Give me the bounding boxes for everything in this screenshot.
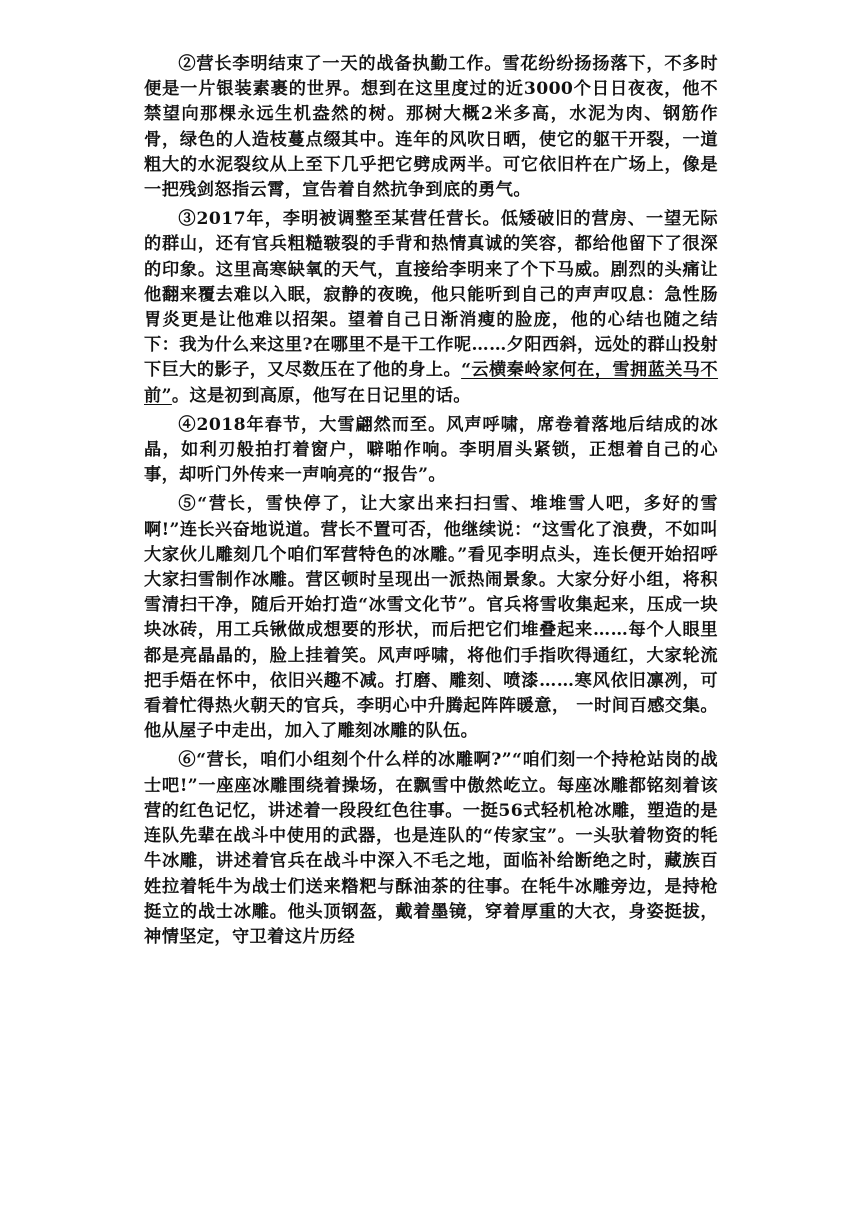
paragraph-6-text: ⑥“营长，咱们小组刻个什么样的冰雕啊?”“咱们刻一个持枪站岗的战士吧!”一座座冰雕围绕着操场，在飘雪中傲然屹立。每座冰雕都铭刻着该营的红色记忆，讲述着一段段红色往事。一挺56式轻机枪冰雕，塑造的是连队先辈在战斗中使用的武器，也是连队的“传家宝”。一头驮着物资的牦牛冰雕，讲述着官兵在战斗中深入不毛之地，面临补给断绝之时，藏族百姓拉着牦牛为战士们送来糌粑与酥油茶的往事。在牦牛冰雕旁边，是持枪挺立的战士冰雕。他头顶钢盔，戴着墨镜，穿着厚重的大衣，身姿挺拔，神情坚定，守卫着这片历经: [144, 750, 718, 947]
paragraph-4: [144, 413, 718, 489]
paragraph-5-text: ⑤“营长，雪快停了，让大家出来扫扫雪、堆堆雪人吧，多好的雪啊!”连长兴奋地说道。营长不置可否，他继续说：“这雪化了浪费，不如叫大家伙儿雕刻几个咱们军营特色的冰雕。”看见李明点头，连长便开始招呼大家扫雪制作冰雕。营区顿时呈现出一派热闹景象。大家分好小组，将积雪清扫干净，随后开始打造“冰雪文化节”。官兵将雪收集起来，压成一块块冰砖，用工兵锹做成想要的形状，而后把它们堆叠起来……每个人眼里都是亮晶晶的，脸上挂着笑。风声呼啸，将他们手指吹得通红，大家轮流把手焐在怀中，依旧兴趣不减。打磨、雕刻、喷漆……寒风依旧凛冽，可看着忙得热火朝天的官兵，李明心中升腾起阵阵暖意， 一时间百感交集。他从屋子中走出，加入了雕刻冰雕的队伍。: [144, 494, 718, 742]
paragraph-3-text-b: 。这是初到高原，他写在日记里的话。: [171, 385, 471, 406]
article-body: [144, 52, 718, 954]
paragraph-5: [144, 492, 718, 744]
paragraph-4-text: ④2018年春节，大雪翩然而至。风声呼啸，席卷着落地后结成的冰晶，如利刃般拍打着窗户，噼啪作响。李明眉头紧锁，正想着自己的心事，却听门外传来一声响亮的“报告”。: [144, 414, 718, 486]
paragraph-3: [144, 207, 718, 409]
paragraph-2-text: ②营长李明结束了一天的战备执勤工作。雪花纷纷扬扬落下，不多时便是一片银装素裹的世界。想到在这里度过的近3000个日日夜夜，他不禁望向那棵永远生机盎然的树。那树大概2米多高，水泥为肉、钢筋作骨，绿色的人造枝蔓点缀其中。连年的风吹日晒，使它的躯干开裂，一道粗大的水泥裂纹从上至下几乎把它劈成两半。可它依旧杵在广场上，像是一把残剑怒指云霄，宣告着自然抗争到底的勇气。: [144, 54, 718, 201]
paragraph-6: [144, 748, 718, 950]
paragraph-2: [144, 52, 718, 203]
underlined-quote: “云横秦岭家何在，雪拥蓝关马不前”: [144, 360, 719, 406]
paragraph-3-text-a: ③2017年，李明被调整至某营任营长。低矮破旧的营房、一望无际的群山，还有官兵粗糙皲裂的手背和热情真诚的笑容，都给他留下了很深的印象。这里高寒缺氧的天气，直接给李明来了个下马威。剧烈的头痛让他翻来覆去难以入眠，寂静的夜晚，他只能听到自己的声声叹息：急性肠胃炎更是让他难以招架。望着自己日渐消瘦的脸庞，他的心结也随之结下：我为什么来这里?在哪里不是干工作呢……夕阳西斜，远处的群山投射下巨大的影子，又尽数压在了他的身上。: [144, 209, 718, 381]
